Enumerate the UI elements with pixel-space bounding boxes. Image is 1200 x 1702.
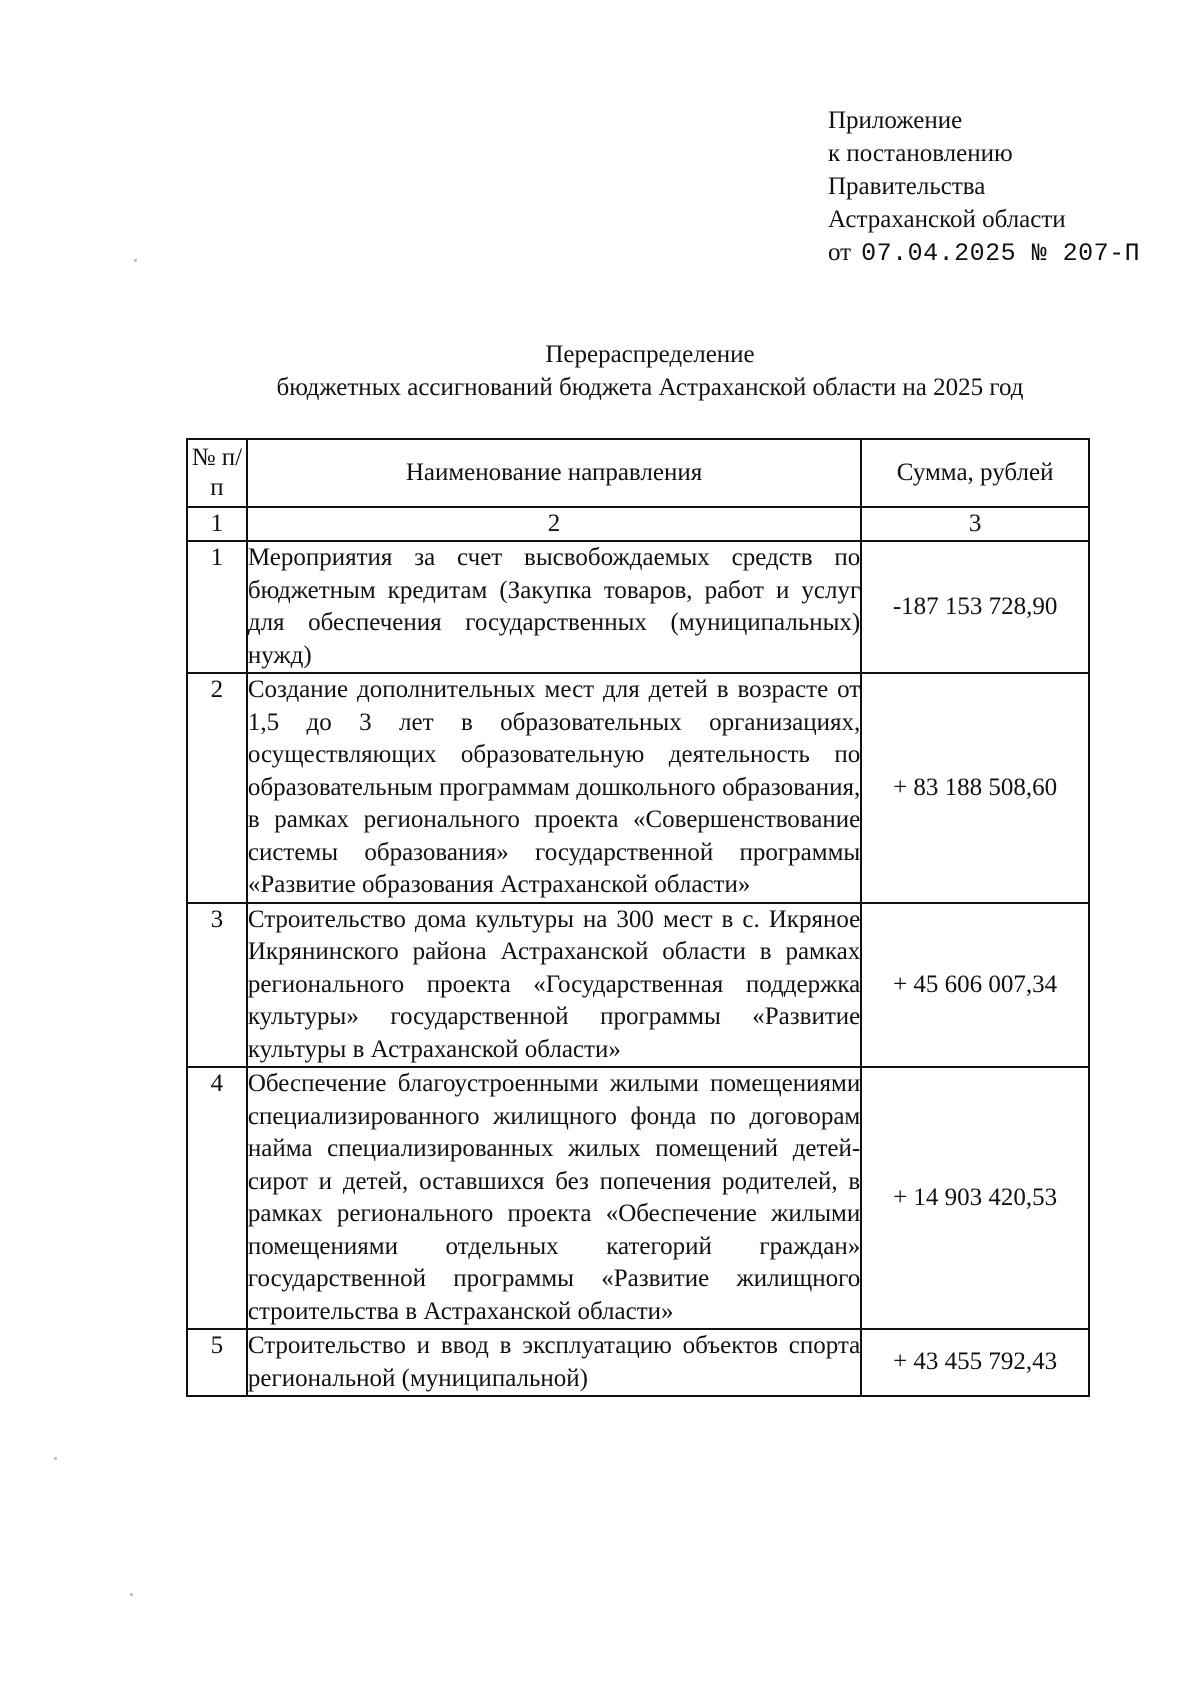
annex-from-label: от bbox=[828, 239, 852, 266]
header-sum: Сумма, рублей bbox=[861, 439, 1089, 507]
row-sum: + 83 188 508,60 bbox=[861, 673, 1089, 903]
row-sum: + 45 606 007,34 bbox=[861, 903, 1089, 1068]
header-name: Наименование направления bbox=[247, 439, 861, 507]
row-name: Обеспечение благоустроенными жилыми помещениями специализированного жилищного фонда по договорам найма специализированных жилых помещений детей-сирот и детей, оставшихся без попечения родителей, в рамках регионального проекта «Обеспечение жилыми помещениями отдельных категорий граждан» государственной программы «Развитие жилищного строительства в Астраханской области» bbox=[247, 1067, 861, 1329]
title-line-1: Перераспределение bbox=[545, 341, 755, 368]
scan-speck bbox=[134, 259, 137, 262]
row-name: Строительство и ввод в эксплуатацию объектов спорта региональной (муниципальной) bbox=[247, 1329, 861, 1396]
row-name: Строительство дома культуры на 300 мест в с. Икряное Икрянинского района Астраханской области в рамках регионального проекта «Государственная поддержка культуры» государственной программы «Развитие культуры в Астраханской области» bbox=[247, 903, 861, 1068]
table-row bbox=[187, 541, 1089, 673]
row-sum: + 14 903 420,53 bbox=[861, 1067, 1089, 1329]
scan-speck bbox=[130, 1593, 133, 1596]
row-num: 1 bbox=[187, 541, 247, 673]
table-row bbox=[187, 903, 1089, 1068]
scan-speck bbox=[54, 1457, 57, 1460]
row-sum: + 43 455 792,43 bbox=[861, 1329, 1089, 1396]
header-num: № п/п bbox=[187, 439, 247, 507]
row-sum: -187 153 728,90 bbox=[861, 541, 1089, 673]
budget-table bbox=[186, 438, 1090, 1397]
column-index-cell: 1 bbox=[187, 507, 247, 541]
column-index-row bbox=[187, 507, 1089, 541]
annex-line-2: к постановлению bbox=[828, 140, 1013, 167]
column-index-cell: 2 bbox=[247, 507, 861, 541]
annex-line-3: Правительства bbox=[828, 173, 986, 200]
table-row bbox=[187, 1329, 1089, 1396]
column-index-cell: 3 bbox=[861, 507, 1089, 541]
row-name: Создание дополнительных мест для детей в возрасте от 1,5 до 3 лет в образовательных организациях, осуществляющих образовательную деятельность по образовательным программам дошкольного образования, в рамках регионального проекта «Совершенствование системы образования» государственной программы «Развитие образования Астраханской области» bbox=[247, 673, 861, 903]
annex-block bbox=[828, 104, 1140, 270]
table-row bbox=[187, 673, 1089, 903]
table-row bbox=[187, 1067, 1089, 1329]
annex-line-1: Приложение bbox=[828, 107, 963, 134]
annex-line-4: Астраханской области bbox=[828, 206, 1066, 233]
row-num: 3 bbox=[187, 903, 247, 1068]
table-header-row bbox=[187, 439, 1089, 507]
row-name: Мероприятия за счет высвобождаемых средств по бюджетным кредитам (Закупка товаров, работ и услуг для обеспечения государственных (муниципальных) нужд) bbox=[247, 541, 861, 673]
row-num: 5 bbox=[187, 1329, 247, 1396]
row-num: 4 bbox=[187, 1067, 247, 1329]
document-title bbox=[200, 338, 1100, 404]
annex-date-row bbox=[828, 236, 1140, 270]
row-num: 2 bbox=[187, 673, 247, 903]
title-line-2: бюджетных ассигнований бюджета Астраханской области на 2025 год bbox=[276, 374, 1024, 401]
decree-date-number-stamp: 07.04.2025 № 207-П bbox=[861, 239, 1141, 268]
